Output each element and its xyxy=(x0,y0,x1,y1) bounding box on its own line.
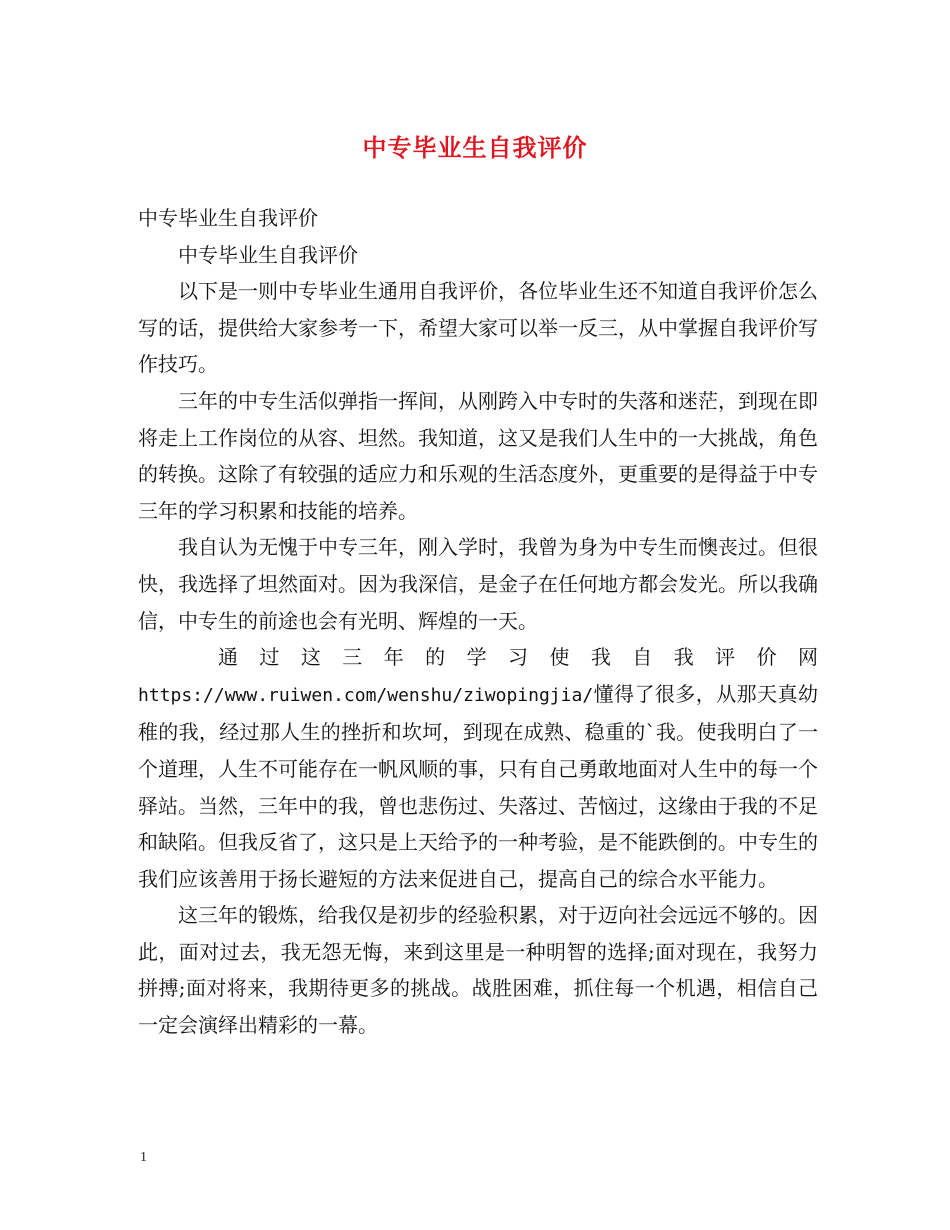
url-paragraph-lead: 通过这三年的学习使我自我评价网 xyxy=(218,645,818,670)
document-title: 中专毕业生自我评价 xyxy=(362,134,588,162)
paragraph-intro: 以下是一则中专毕业生通用自我评价，各位毕业生还不知道自我评价怎么写的话，提供给大家参考一下，希望大家可以举一反三，从中掌握自我评价写作技巧。 xyxy=(138,279,818,377)
document-body xyxy=(138,200,818,1044)
paragraph-final: 这三年的锻炼，给我仅是初步的经验积累，对于迈向社会远远不够的。因此，面对过去，我无怨无悔，来到这里是一种明智的选择;面对现在，我努力拼搏;面对将来，我期待更多的挑战。战胜困难，抓住每一个机遇，相信自己一定会演绎出精彩的一幕。 xyxy=(138,903,818,1038)
paragraph-three-years: 三年的中专生活似弹指一挥间，从刚跨入中专时的失落和迷茫，到现在即将走上工作岗位的从容、坦然。我知道，这又是我们人生中的一大挑战，角色的转换。这除了有较强的适应力和乐观的生活态度外，更重要的是得益于中专三年的学习积累和技能的培养。 xyxy=(138,388,818,523)
heading-line: 中专毕业生自我评价 xyxy=(138,206,318,230)
subheading-line: 中专毕业生自我评价 xyxy=(178,242,358,267)
url-paragraph-rest: 懂得了很多，从那天真幼稚的我，经过那人生的挫折和坎坷，到现在成熟、稳重的`我。使我明白了一个道理，人生不可能存在一帆风顺的事，只有自己勇敢地面对人生中的每一个驿站。当然，三年中的我，曾也悲伤过、失落过、苦恼过，这缘由于我的不足和缺陷。但我反省了，这只是上天给予的一种考验，是不能跌倒的。中专生的我们应该善用于扬长避短的方法来促进自己，提高自己的综合水平能力。 xyxy=(138,681,818,891)
website-url: https://www.ruiwen.com/wenshu/ziwopingjia/ xyxy=(138,684,594,706)
page-number: 1 xyxy=(140,1150,147,1165)
paragraph-no-regret: 我自认为无愧于中专三年，刚入学时，我曾为身为中专生而懊丧过。但很快，我选择了坦然面对。因为我深信，是金子在任何地方都会发光。所以我确信，中专生的前途也会有光明、辉煌的一天。 xyxy=(138,535,818,633)
paragraph-url xyxy=(138,639,818,897)
